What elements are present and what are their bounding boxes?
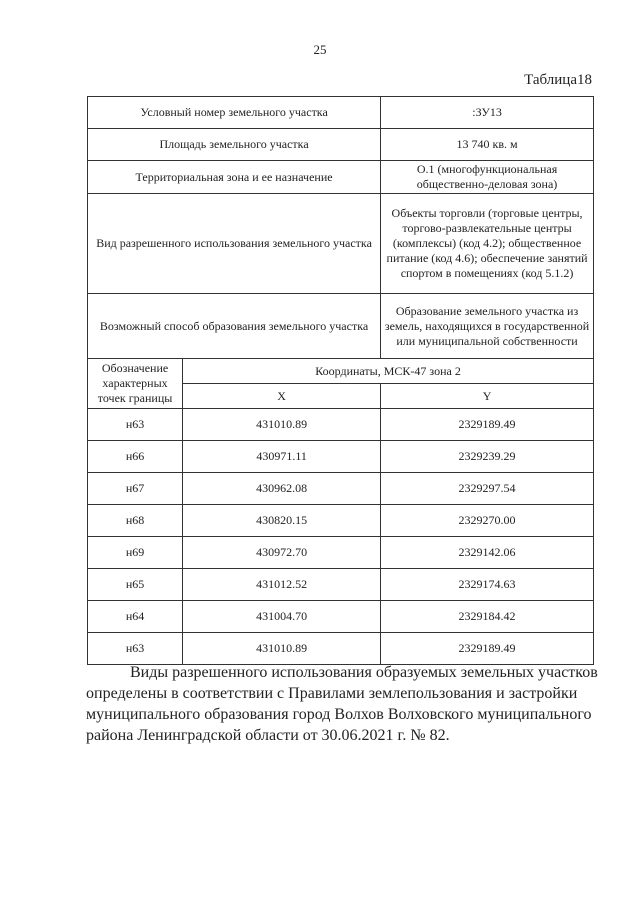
table-label: Таблица18 [524,72,592,88]
info-value: 13 740 кв. м [381,129,594,161]
point-designation-header: Обозначение характерных точек границы [88,359,183,409]
info-value: Объекты торговли (торговые центры, торгово-развлекательные центры (комплексы) (код 4.2); общественное питание (код 4.6); обеспечение занятий спортом в помещениях (код 5.1.2) [381,194,594,294]
land-plot-table [87,96,594,665]
y-value: 2329239.29 [381,441,594,473]
point-code: н68 [88,505,183,537]
point-code: н64 [88,601,183,633]
coordinate-system-header: Координаты, МСК-47 зона 2 [183,359,594,384]
info-row-zone [88,161,594,194]
info-row-area [88,129,594,161]
y-value: 2329174.63 [381,569,594,601]
info-label: Условный номер земельного участка [88,97,381,129]
info-value: :ЗУ13 [381,97,594,129]
coord-row [88,505,594,537]
coord-row [88,409,594,441]
coord-row [88,441,594,473]
info-label: Возможный способ образования земельного участка [88,294,381,359]
y-value: 2329189.49 [381,409,594,441]
x-value: 430972.70 [183,537,381,569]
info-value: Образование земельного участка из земель, находящихся в государственной или муниципальной собственности [381,294,594,359]
x-value: 431004.70 [183,601,381,633]
info-label: Вид разрешенного использования земельного участка [88,194,381,294]
point-code: н65 [88,569,183,601]
point-code: н63 [88,409,183,441]
info-row-formation-method [88,294,594,359]
coord-row [88,473,594,505]
coord-row [88,569,594,601]
x-value: 431010.89 [183,409,381,441]
info-row-number [88,97,594,129]
coords-header-row [88,359,594,384]
x-value: 430820.15 [183,505,381,537]
x-value: 430962.08 [183,473,381,505]
info-label: Территориальная зона и ее назначение [88,161,381,194]
coord-row [88,537,594,569]
info-row-permitted-use [88,194,594,294]
point-code: н66 [88,441,183,473]
x-header: X [183,384,381,409]
point-code: н67 [88,473,183,505]
point-code: н63 [88,633,183,665]
point-code: н69 [88,537,183,569]
y-header: Y [381,384,594,409]
y-value: 2329184.42 [381,601,594,633]
x-value: 431012.52 [183,569,381,601]
body-paragraph: Виды разрешенного использования образуемых земельных участков определены в соответствии с Правилами землепользования и застройки муниципального образования город Волхов Волховского муниципального района Ленинградской области от 30.06.2021 г. № 82. [86,664,598,744]
y-value: 2329142.06 [381,537,594,569]
page-number: 25 [313,42,327,57]
y-value: 2329297.54 [381,473,594,505]
y-value: 2329189.49 [381,633,594,665]
x-value: 430971.11 [183,441,381,473]
coord-row [88,633,594,665]
x-value: 431010.89 [183,633,381,665]
y-value: 2329270.00 [381,505,594,537]
info-value: О.1 (многофункциональная общественно-деловая зона) [381,161,594,194]
info-label: Площадь земельного участка [88,129,381,161]
coord-row [88,601,594,633]
